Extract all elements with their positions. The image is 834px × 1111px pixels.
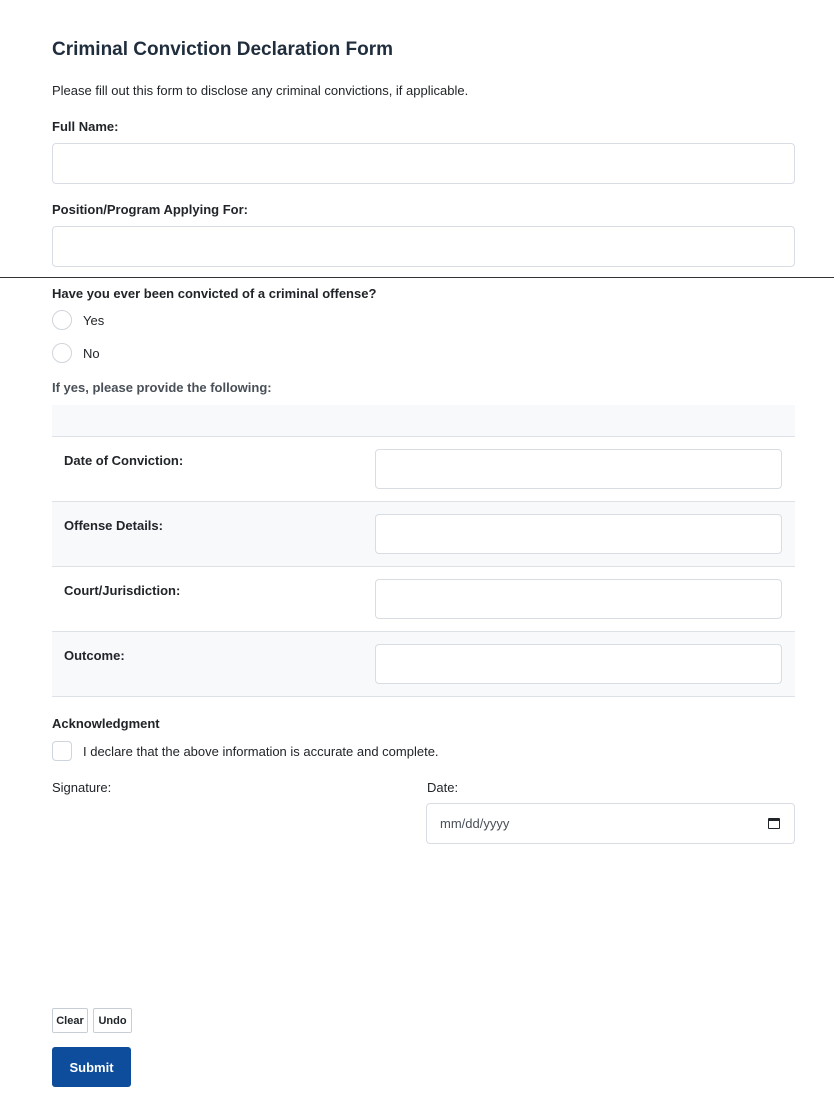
section-divider (0, 277, 834, 278)
row-label-outcome: Outcome: (64, 648, 125, 663)
conviction-details-table (52, 405, 795, 697)
row-label-court-jurisdiction: Court/Jurisdiction: (64, 583, 181, 598)
table-row (52, 437, 795, 502)
radio-option-no[interactable] (52, 343, 100, 363)
form-description: Please fill out this form to disclose any criminal convictions, if applicable. (52, 83, 469, 98)
date-placeholder: mm/dd/yyyy (440, 816, 510, 831)
date-field[interactable] (426, 803, 795, 844)
date-of-conviction-field[interactable] (375, 449, 782, 489)
signature-pad[interactable] (52, 800, 412, 990)
calendar-icon[interactable] (768, 818, 780, 829)
page-title: Criminal Conviction Declaration Form (52, 39, 393, 60)
radio-label-yes: Yes (83, 312, 105, 328)
signature-label: Signature: (52, 780, 112, 795)
offense-details-field[interactable] (375, 514, 782, 554)
radio-option-yes[interactable] (52, 310, 104, 330)
outcome-field[interactable] (375, 644, 782, 684)
clear-signature-button[interactable]: Clear (52, 1008, 88, 1033)
acknowledgment-row[interactable] (52, 741, 439, 761)
court-jurisdiction-field[interactable] (375, 579, 782, 619)
row-label-date-of-conviction: Date of Conviction: (64, 453, 184, 468)
radio-button-yes[interactable] (52, 310, 72, 330)
date-label: Date: (427, 780, 459, 795)
acknowledgment-heading: Acknowledgment (52, 716, 160, 731)
radio-button-no[interactable] (52, 343, 72, 363)
convicted-question: Have you ever been convicted of a criminal offense? (52, 286, 377, 301)
undo-signature-button[interactable]: Undo (93, 1008, 132, 1033)
full-name-field[interactable] (52, 143, 795, 184)
acknowledgment-text: I declare that the above information is accurate and complete. (83, 743, 439, 759)
full-name-label: Full Name: (52, 119, 119, 134)
submit-button[interactable]: Submit (52, 1047, 131, 1087)
table-row (52, 632, 795, 697)
table-row (52, 567, 795, 632)
if-yes-text: If yes, please provide the following: (52, 380, 272, 395)
radio-label-no: No (83, 345, 100, 361)
acknowledgment-checkbox[interactable] (52, 741, 72, 761)
position-field[interactable] (52, 226, 795, 267)
position-label: Position/Program Applying For: (52, 202, 248, 217)
row-label-offense-details: Offense Details: (64, 518, 163, 533)
table-header (52, 405, 795, 437)
table-row (52, 502, 795, 567)
